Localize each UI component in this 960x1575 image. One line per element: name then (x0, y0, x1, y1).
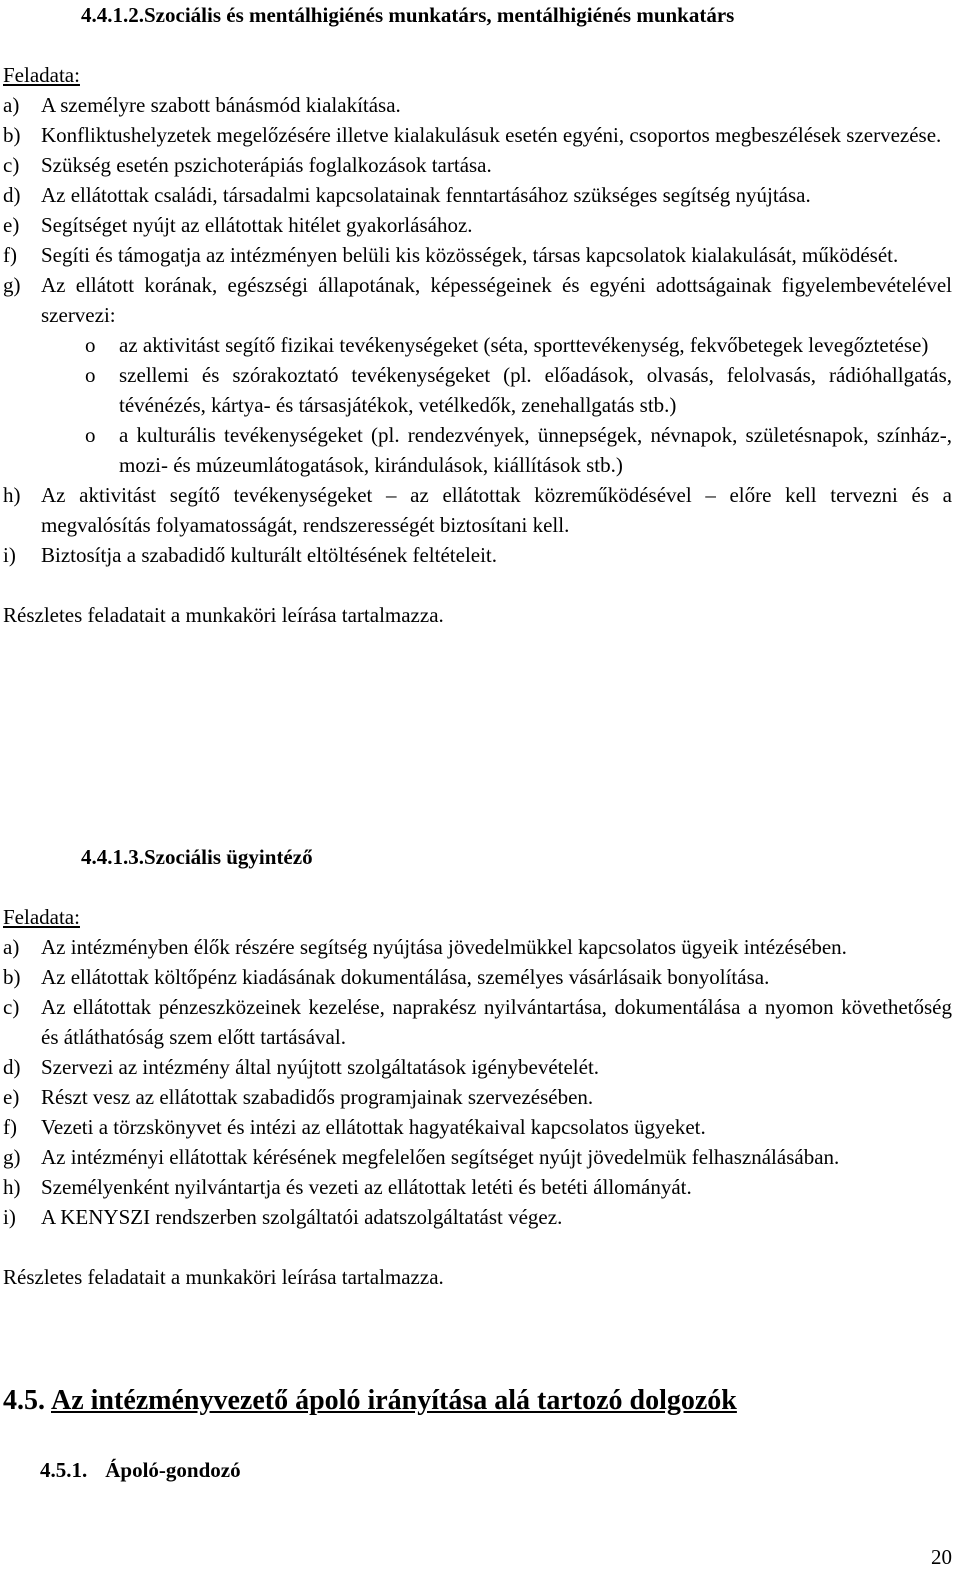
item-marker: d) (3, 1055, 21, 1079)
item-marker: d) (3, 183, 21, 207)
item-text: az aktivitást segítő fizikai tevékenységeket (séta, sporttevékenység, fekvőbetegek levegőztetése) (119, 333, 929, 357)
list-item (3, 480, 952, 540)
item-text: Biztosítja a szabadidő kulturált eltöltésének feltételeit. (41, 543, 498, 567)
item-marker: i) (3, 543, 16, 567)
item-text: Szükség esetén pszichoterápiás foglalkozások tartása. (41, 153, 492, 177)
section-social-administrator (3, 842, 952, 1292)
list-item (3, 90, 952, 120)
item-text: Személyenként nyilvántartja és vezeti az ellátottak letéti és betéti állományát. (41, 1175, 692, 1199)
list-item (3, 992, 952, 1052)
list-item (3, 1112, 952, 1142)
task-label: Feladata: (3, 905, 80, 929)
item-text: A KENYSZI rendszerben szolgáltatói adatszolgáltatást végez. (41, 1205, 563, 1229)
chapter-title: Az intézményvezető ápoló irányítása alá tartozó dolgozók (51, 1385, 737, 1416)
sublist-item (3, 360, 952, 420)
task-list (3, 90, 952, 330)
item-text: Az ellátottak költőpénz kiadásának dokumentálása, személyes vásárlásaik bonyolítása. (41, 965, 770, 989)
subsection-number: 4.5.1. (40, 1458, 88, 1482)
item-marker: g) (3, 1145, 21, 1169)
list-item (3, 1142, 952, 1172)
list-item (3, 180, 952, 210)
subsection-heading (40, 1455, 241, 1485)
item-marker: f) (3, 1115, 17, 1139)
item-text: Az ellátott korának, egészségi állapotának, képességeinek és egyéni adottságainak figyelembevételével szervezi: (41, 273, 952, 327)
item-text: Az ellátottak pénzeszközeinek kezelése, naprakész nyilvántartása, dokumentálása a nyomon követhetőség és átláthatóság szem előtt tartásával. (41, 995, 952, 1049)
item-text: Vezeti a törzskönyvet és intézi az ellátottak hagyatékaival kapcsolatos ügyeket. (41, 1115, 706, 1139)
sublist-item (3, 330, 952, 360)
subsection-title: Ápoló-gondozó (105, 1458, 241, 1482)
job-description-note: Részletes feladatait a munkaköri leírása tartalmazza. (3, 603, 444, 627)
bullet-marker: o (85, 423, 96, 447)
list-item (3, 932, 952, 962)
list-item (3, 120, 952, 150)
section-heading: 4.4.1.3.Szociális ügyintéző (81, 845, 313, 869)
bullet-marker: o (85, 363, 96, 387)
item-marker: b) (3, 123, 21, 147)
item-marker: i) (3, 1205, 16, 1229)
task-list-continued (3, 480, 952, 570)
item-marker: a) (3, 93, 20, 117)
item-marker: g) (3, 273, 21, 297)
item-marker: h) (3, 1175, 21, 1199)
list-item (3, 540, 952, 570)
chapter-number: 4.5. (3, 1385, 45, 1416)
section-heading: 4.4.1.2.Szociális és mentálhigiénés munkatárs, mentálhigiénés munkatárs (81, 3, 735, 27)
item-marker: c) (3, 995, 20, 1019)
list-item (3, 150, 952, 180)
activity-sublist (3, 330, 952, 480)
item-marker: f) (3, 243, 17, 267)
item-marker: h) (3, 483, 21, 507)
chapter-heading (3, 1383, 737, 1419)
item-text: Az intézményi ellátottak kérésének megfelelően segítséget nyújt jövedelmük felhasználásában. (41, 1145, 840, 1169)
item-text: Az intézményben élők részére segítség nyújtása jövedelmükkel kapcsolatos ügyeik intézésében. (41, 935, 847, 959)
item-marker: b) (3, 965, 21, 989)
item-text: Segítséget nyújt az ellátottak hitélet gyakorlásához. (41, 213, 473, 237)
list-item (3, 270, 952, 330)
task-list (3, 932, 952, 1232)
list-item (3, 210, 952, 240)
item-text: a kulturális tevékenységeket (pl. rendezvények, ünnepségek, névnapok, születésnapok, színház-, mozi- és múzeumlátogatások, kirándulások, kiállítások stb.) (119, 423, 952, 477)
list-item (3, 1202, 952, 1232)
job-description-note: Részletes feladatait a munkaköri leírása tartalmazza. (3, 1265, 444, 1289)
item-text: A személyre szabott bánásmód kialakítása. (41, 93, 401, 117)
list-item (3, 1082, 952, 1112)
list-item (3, 240, 952, 270)
item-text: Részt vesz az ellátottak szabadidős programjainak szervezésében. (41, 1085, 594, 1109)
item-text: Az ellátottak családi, társadalmi kapcsolatainak fenntartásához szükséges segítség nyújtása. (41, 183, 811, 207)
item-marker: e) (3, 1085, 20, 1109)
item-marker: a) (3, 935, 20, 959)
task-label: Feladata: (3, 63, 80, 87)
item-text: Konfliktushelyzetek megelőzésére illetve kialakulásuk esetén egyéni, csoportos megbeszélések szervezése. (41, 123, 942, 147)
item-text: szellemi és szórakoztató tevékenységeket (pl. előadások, olvasás, felolvasás, rádióhallgatás, tévénézés, kártya- és társasjátékok, vetélkedők, zenehallgatás stb.) (119, 363, 952, 417)
list-item (3, 1052, 952, 1082)
item-text: Segíti és támogatja az intézményen belüli kis közösségek, társas kapcsolatok kialakulását, működését. (41, 243, 899, 267)
item-marker: c) (3, 153, 20, 177)
section-mentalhygiene (3, 0, 952, 630)
item-text: Szervezi az intézmény által nyújtott szolgáltatások igénybevételét. (41, 1055, 600, 1079)
sublist-item (3, 420, 952, 480)
list-item (3, 1172, 952, 1202)
item-text: Az aktivitást segítő tevékenységeket – az ellátottak közreműködésével – előre kell tervezni és a megvalósítás folyamatosságát, rendszerességét biztosítani kell. (41, 483, 952, 537)
page-number: 20 (931, 1545, 952, 1569)
item-marker: e) (3, 213, 20, 237)
list-item (3, 962, 952, 992)
bullet-marker: o (85, 333, 96, 357)
